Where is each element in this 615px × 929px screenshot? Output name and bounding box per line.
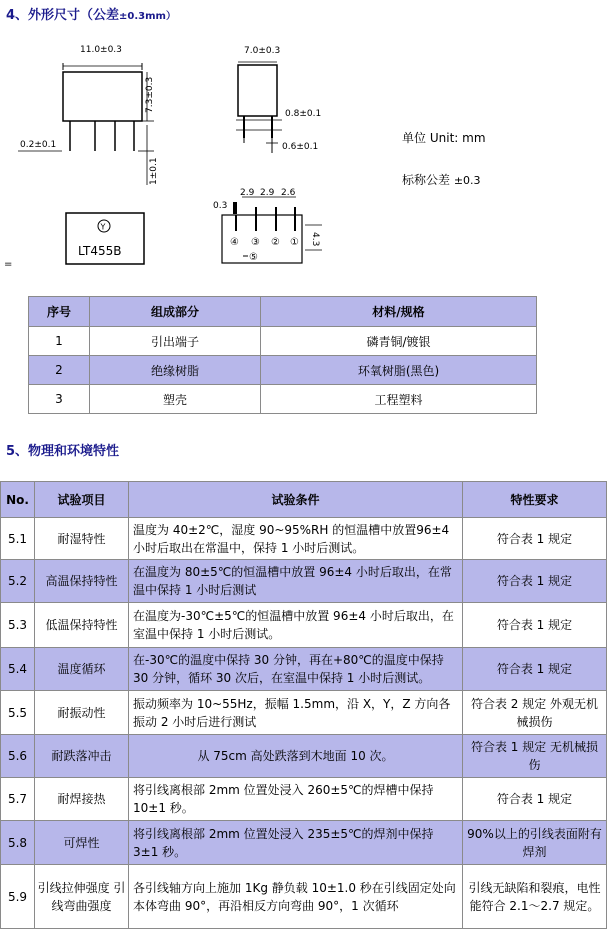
tests-cell-condition: 温度为 40±2℃，湿度 90~95%RH 的恒温槽中放置96±4 小时后取出在常温中，保持 1 小时后测试。 (129, 518, 463, 560)
pin-5-label: ⑤ (249, 252, 258, 263)
unit-note (402, 129, 486, 146)
dim-pin-height-label: 4.3 (310, 232, 320, 247)
tests-cell-no: 5.8 (1, 821, 35, 865)
table-row (1, 648, 607, 691)
tests-cell-no: 5.9 (1, 865, 35, 929)
table-row (1, 821, 607, 865)
dim-width-label: 7.0±0.3 (244, 46, 281, 56)
tests-cell-condition: 在温度为-30℃±5℃的恒温槽中放置 96±4 小时后取出，在室温中保持 1 小时后测试。 (129, 603, 463, 648)
tests-cell-item: 耐焊接热 (35, 778, 129, 821)
tolerance-note (402, 171, 481, 188)
section-4-title-tolerance: ±0.3mm） (119, 11, 176, 22)
tests-cell-no: 5.5 (1, 691, 35, 735)
tests-table (0, 481, 607, 929)
tests-header-requirement: 特性要求 (463, 482, 607, 518)
dim-length-label: 11.0±0.3 (80, 45, 122, 55)
section-4-title (6, 4, 176, 23)
tests-cell-no: 5.4 (1, 648, 35, 691)
tests-cell-requirement: 符合表 1 规定 (463, 648, 607, 691)
table-row (1, 518, 607, 560)
equals-mark: = (4, 259, 13, 270)
tests-cell-no: 5.7 (1, 778, 35, 821)
dim-pin-width-label: 0.6±0.1 (282, 142, 319, 152)
tests-cell-no: 5.6 (1, 735, 35, 778)
tests-cell-condition: 将引线离根部 2mm 位置处浸入 235±5℃的焊剂中保持 3±1 秒。 (129, 821, 463, 865)
dim-lead-length-label: 1±0.1 (149, 157, 159, 185)
materials-table (28, 296, 537, 414)
materials-cell-material: 磷青铜/镀银 (261, 327, 537, 356)
pin-3-label: ③ (251, 237, 260, 248)
tests-cell-condition: 各引线轴方向上施加 1Kg 静负载 10±1.0 秒在引线固定处向本体弯曲 90°，再沿相反方向弯曲 90°，1 次循环 (129, 865, 463, 929)
materials-cell-material: 环氧树脂(黑色) (261, 356, 537, 385)
materials-cell-part: 塑壳 (90, 385, 261, 414)
side-view-body (238, 65, 277, 116)
tests-cell-item: 低温保持特性 (35, 603, 129, 648)
tests-cell-condition: 将引线离根部 2mm 位置处浸入 260±5℃的焊槽中保持 10±1 秒。 (129, 778, 463, 821)
materials-cell-material: 工程塑料 (261, 385, 537, 414)
tests-cell-item: 耐振动性 (35, 691, 129, 735)
pin-1-label: ① (290, 237, 299, 248)
materials-header-part: 组成部分 (90, 297, 261, 327)
tests-cell-no: 5.3 (1, 603, 35, 648)
materials-cell-no: 1 (29, 327, 90, 356)
tests-cell-item: 温度循环 (35, 648, 129, 691)
section-4-title-prefix: 4、外形尺寸（公差 (6, 8, 120, 23)
tests-cell-condition: 振动频率为 10~55Hz，振幅 1.5mm，沿 X，Y，Z 方向各振动 2 小时后进行测试 (129, 691, 463, 735)
table-row (29, 385, 537, 414)
table-row (29, 356, 537, 385)
tests-cell-requirement: 符合表 1 规定 (463, 518, 607, 560)
unit-value: Unit: mm (429, 131, 486, 145)
tests-cell-condition: 从 75cm 高处跌落到木地面 10 次。 (129, 735, 463, 778)
tests-cell-requirement: 符合表 1 规定 (463, 560, 607, 603)
tests-cell-item: 耐湿特性 (35, 518, 129, 560)
materials-cell-no: 2 (29, 356, 90, 385)
tests-cell-item: 耐跌落冲击 (35, 735, 129, 778)
product-marking-label: LT455B (78, 244, 122, 258)
pin-2-label: ② (271, 237, 280, 248)
tests-header-no: No. (1, 482, 35, 518)
tests-cell-requirement: 符合表 1 规定 无机械损伤 (463, 735, 607, 778)
table-row (1, 778, 607, 821)
tests-cell-requirement: 符合表 1 规定 (463, 603, 607, 648)
tests-cell-no: 5.1 (1, 518, 35, 560)
dim-pitch-c-label: 2.6 (281, 188, 296, 198)
dim-height-label: 7.3±0.3 (145, 76, 155, 113)
table-row (1, 560, 607, 603)
tests-cell-requirement: 符合表 1 规定 (463, 778, 607, 821)
dim-pitch-a-label: 2.9 (240, 188, 255, 198)
tests-cell-item: 高温保持特性 (35, 560, 129, 603)
materials-header-row (29, 297, 537, 327)
tolerance-label: 标称公差 (402, 173, 451, 187)
front-view-body (63, 72, 142, 121)
materials-cell-part: 引出端子 (90, 327, 261, 356)
table-row (1, 735, 607, 778)
dim-pin-offset-label: 0.3 (213, 201, 228, 211)
tests-header-item: 试验项目 (35, 482, 129, 518)
materials-header-no: 序号 (29, 297, 90, 327)
unit-label: 单位 (402, 131, 427, 145)
table-row (1, 603, 607, 648)
dimension-drawing (0, 25, 520, 270)
tolerance-value: ±0.3 (453, 174, 481, 187)
materials-cell-part: 绝缘树脂 (90, 356, 261, 385)
tests-cell-item: 引线拉伸强度 引线弯曲强度 (35, 865, 129, 929)
tests-header-condition: 试验条件 (129, 482, 463, 518)
tests-cell-item: 可焊性 (35, 821, 129, 865)
tests-cell-requirement: 引线无缺陷和裂痕，电性能符合 2.1～2.7 规定。 (463, 865, 607, 929)
dim-standoff-label: 0.8±0.1 (285, 109, 322, 119)
materials-cell-no: 3 (29, 385, 90, 414)
tests-cell-requirement: 90%以上的引线表面附有焊剂 (463, 821, 607, 865)
tests-header-row (1, 482, 607, 518)
tests-cell-no: 5.2 (1, 560, 35, 603)
table-row (29, 327, 537, 356)
tests-cell-condition: 在-30℃的温度中保持 30 分钟，再在+80℃的温度中保持 30 分钟，循环 30 次后，在室温中保持 1 小时后测试。 (129, 648, 463, 691)
tests-cell-requirement: 符合表 2 规定 外观无机械损伤 (463, 691, 607, 735)
dim-pitch-b-label: 2.9 (260, 188, 275, 198)
dim-lead-thickness-label: 0.2±0.1 (20, 140, 57, 150)
table-row (1, 691, 607, 735)
table-row (1, 865, 607, 929)
materials-header-material: 材料/规格 (261, 297, 537, 327)
pin-4-label: ④ (230, 237, 239, 248)
svg-text:Y: Y (100, 222, 106, 232)
section-5-title: 5、物理和环境特性 (6, 444, 120, 459)
tests-cell-condition: 在温度为 80±5℃的恒温槽中放置 96±4 小时后取出，在常温中保持 1 小时后测试 (129, 560, 463, 603)
